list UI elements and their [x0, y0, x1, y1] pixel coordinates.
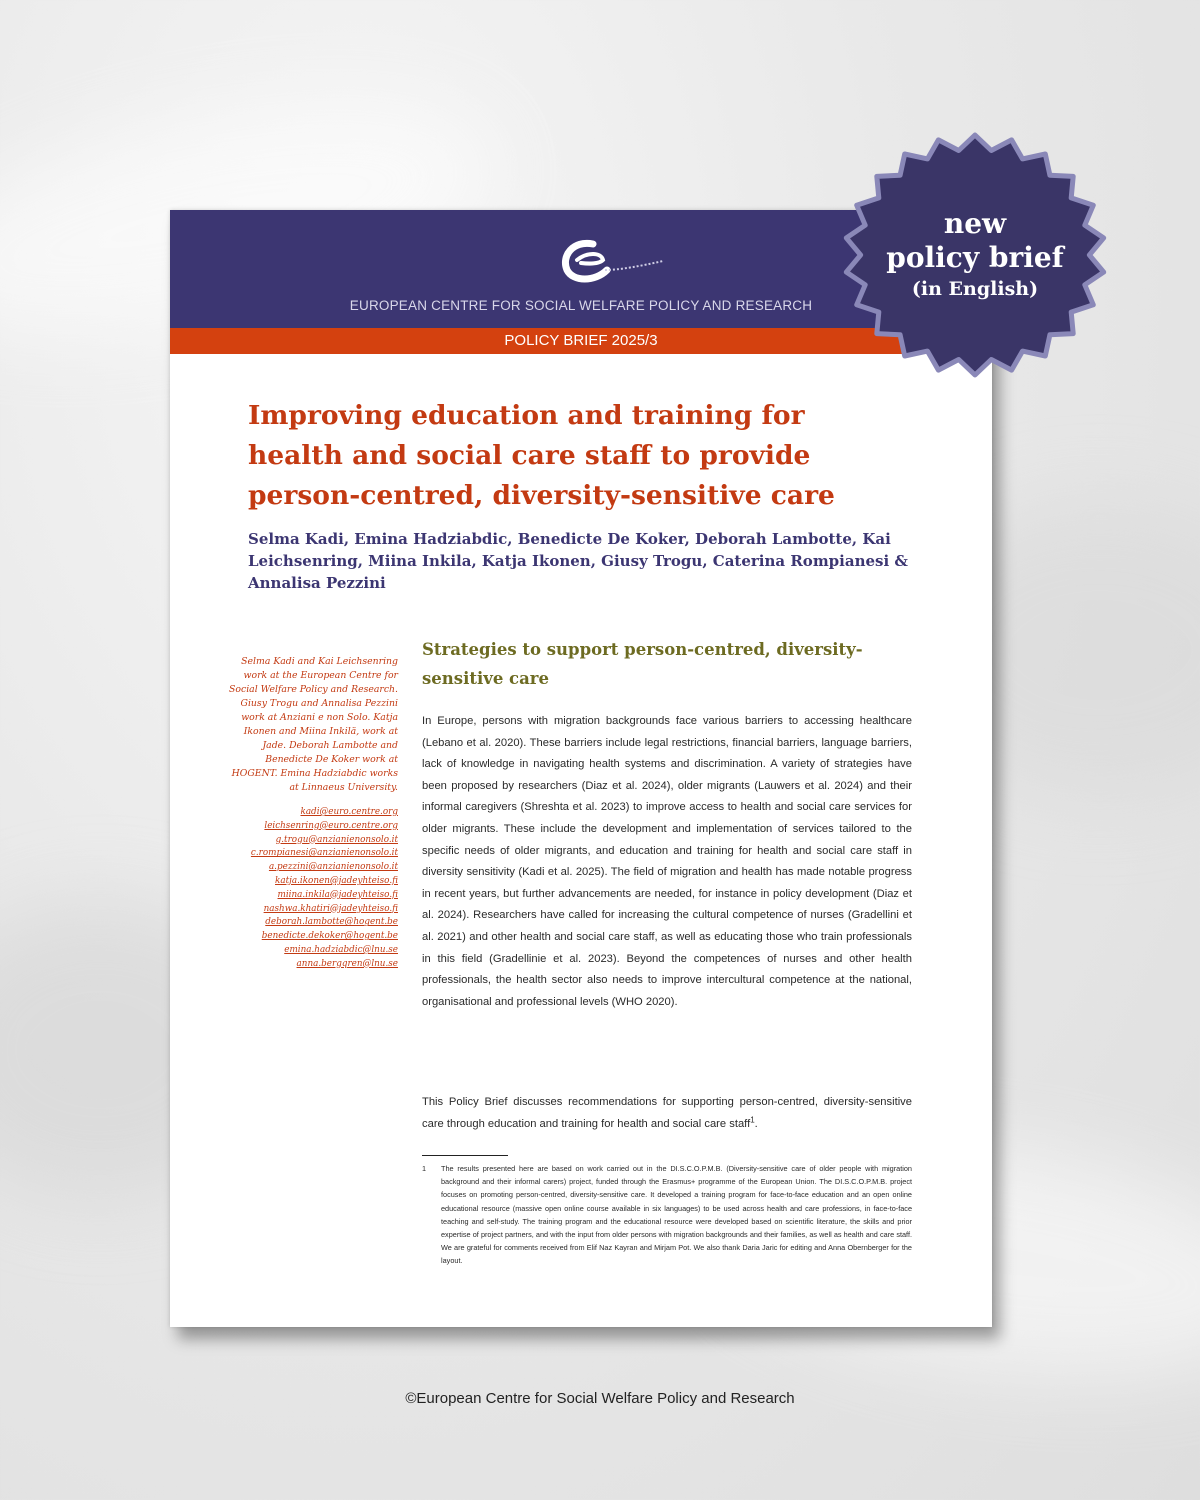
footnote-text: The results presented here are based on work carried out in the DI.S.C.O.P.M.B. (Diversity-sensitive care of older people with migration background and their informal carers) project, funded through the Erasmus+ programme of the European Union. The DI.S.C.O.P.M.B. project focuses on promoting person-centred, diversity-sensitive care. It developed a training program for face-to-face education and an open online educational resource (massive open online course available in six languages) to be used across health and care professions, in face-to-face teaching and self-study. The training program and the educational resource were developed based on scientific literature, the skills and prior expertise of project partners, and with the input from older persons with migration backgrounds and their families, as well as health and care staff. We are grateful for comments received from Elif Naz Kayran and Mirjam Pot. We also thank Daria Jaric for editing and Anna Obernberger for the layout.: [441, 1164, 912, 1266]
email-link[interactable]: benedicte.dekoker@hogent.be: [261, 931, 398, 942]
footnote-number: 1: [422, 1164, 427, 1173]
copyright-credit: ©European Centre for Social Welfare Policy and Research: [405, 1390, 795, 1407]
email-link[interactable]: katja.ikonen@jadeyhteiso.fi: [275, 875, 398, 886]
email-link[interactable]: anna.bergqren@lnu.se: [296, 958, 398, 969]
email-link[interactable]: miina.inkila@jadeyhteiso.fi: [277, 889, 398, 900]
footnote: [422, 1162, 912, 1268]
new-policy-brief-badge: [840, 130, 1110, 380]
authors: Selma Kadi, Emina Hadziabdic, Benedicte De Koker, Deborah Lambotte, Kai Leichsenring, Miina Inkila, Katja Ikonen, Giusy Trogu, Caterina Rompianesi & Annalisa Pezzini: [248, 530, 908, 592]
badge-line-1: new: [943, 207, 1007, 240]
email-link[interactable]: emina.hadziabdic@lnu.se: [284, 944, 398, 955]
email-link[interactable]: kadi@euro.centre.org: [300, 807, 398, 817]
body-paragraph: In Europe, persons with migration backgrounds face various barriers to accessing healthcare (Lebano et al. 2020). These barriers include legal restrictions, financial barriers, language barriers, lack of knowledge in navigating health systems and discrimination. A variety of strategies have been proposed by researchers (Diaz et al. 2024), older migrants (Lauwers et al. 2024) and their informal caregivers (Shreshta et al. 2023) to improve access to health and social care services for older migrants. These include the development and implementation of services tailored to the specific needs of older migrants, and education and training for health and social care staff in diversity sensitivity (Kadi et al. 2025). The field of migration and health has made notable progress in recent years, but further advancements are needed, for instance in policy development (Diaz et al. 2024). Researchers have called for increasing the cultural competence of nurses (Gradellini et al. 2021) and other health and social care staff, as well as educating those who train professionals in this field (Gradellinie et al. 2023). Beyond the competences of nurses and other health professionals, the health sector also needs to improve intercultural competence at the national, organisational and professional levels (WHO 2020).: [422, 715, 912, 1008]
euro-centre-logo-icon: [555, 230, 665, 292]
email-link[interactable]: deborah.lambotte@hogent.be: [265, 917, 398, 928]
email-link[interactable]: g.trogu@anzianienonsolo.it: [275, 834, 398, 845]
badge-line-3: (in English): [911, 278, 1039, 300]
body-paragraph: This Policy Brief discusses recommendations for supporting person-centred, diversity-sensitive care through education and training for health and social care staff$^1$.: [422, 1096, 912, 1130]
organisation-name: EUROPEAN CENTRE FOR SOCIAL WELFARE POLICY AND RESEARCH: [349, 298, 813, 313]
footnote-marker: 1: [750, 1114, 755, 1124]
footnote-divider: [422, 1155, 508, 1156]
series-label: POLICY BRIEF 2025/3: [170, 328, 992, 354]
email-link[interactable]: leichsenring@euro.centre.org: [264, 820, 398, 831]
section-title: Strategies to support person-centred, diversity-sensitive care: [422, 640, 863, 688]
email-link[interactable]: a.pezzini@anzianienonsolo.it: [268, 862, 398, 873]
document-title: Improving education and training for health and social care staff to provide person-centred, diversity-sensitive care: [248, 400, 835, 511]
email-list: [220, 806, 398, 972]
email-link[interactable]: nashwa.khatiri@jadeyhteiso.fi: [263, 903, 398, 914]
email-link[interactable]: c.rompianesi@anzianienonsolo.it: [250, 848, 398, 859]
paragraph-text: This Policy Brief discusses recommendations for supporting person-centred, diversity-sensitive care through education and training for health and social care staff: [422, 1096, 912, 1130]
badge-line-2: policy brief: [886, 241, 1064, 274]
affiliations: Selma Kadi and Kai Leichsenring work at the European Centre for Social Welfare Policy and Research. Giusy Trogu and Annalisa Pezzini work at Anziani e non Solo. Katja Ikonen and Miina Inkilä, work at Jade. Deborah Lambotte and Benedicte De Koker work at HOGENT. Emina Hadziabdic works at Linnaeus University.: [229, 656, 398, 793]
